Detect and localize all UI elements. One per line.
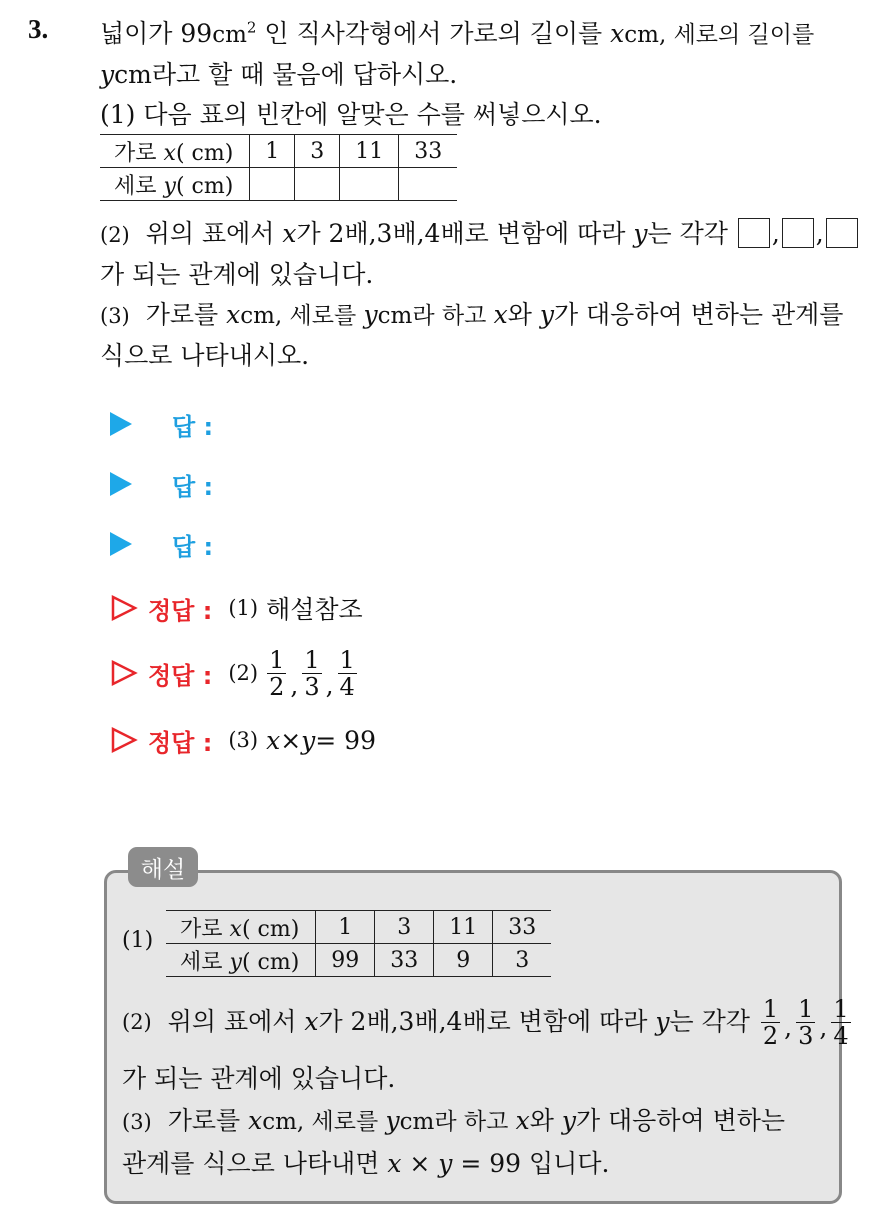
part-2-line-1: (2) 위의 표에서 x가 2배,3배,4배로 변함에 따라 y는 각각 , , — [100, 214, 870, 255]
part-1-instruction: (1) 다음 표의 빈칸에 알맞은 수를 써넣으시오. — [100, 100, 602, 129]
x-value-cell: 11 — [340, 135, 399, 168]
question-number: 3. — [28, 14, 49, 44]
blank-cell[interactable] — [340, 168, 399, 201]
x-value-cell: 1 — [250, 135, 295, 168]
x-value-cell: 3 — [375, 911, 434, 944]
fraction: $\frac{1}{4}$ — [833, 994, 849, 1050]
answer-row-2[interactable] — [110, 464, 213, 504]
key-label: 정답 : — [148, 596, 213, 625]
part-3-line-1: (3) 가로를 xcm, 세로를 ycm라 하고 x와 y가 대응하여 변하는 관계를 — [100, 300, 844, 329]
row-label-x: 가로 x( cm) — [100, 135, 250, 168]
question-table — [100, 134, 457, 201]
answer-box[interactable] — [826, 218, 858, 248]
x-value-cell: 11 — [434, 911, 493, 944]
fraction: $\frac{1}{4}$ — [339, 645, 355, 701]
question-statement — [100, 14, 870, 135]
x-value-cell: 1 — [316, 911, 375, 944]
y-value-cell: 9 — [434, 944, 493, 977]
explanation-part-3-line-1: (3) 가로를 xcm, 세로를 ycm라 하고 x와 y가 대응하여 변하는 — [122, 1106, 786, 1135]
answer-row-3[interactable] — [110, 524, 213, 564]
explanation-part-2-line-2: 가 되는 관계에 있습니다. — [122, 1064, 396, 1093]
play-triangle-icon — [110, 532, 132, 556]
answer-box[interactable] — [782, 218, 814, 248]
fraction: $\frac{1}{2}$ — [762, 994, 779, 1050]
blank-cell[interactable] — [399, 168, 458, 201]
y-value-cell: 3 — [493, 944, 552, 977]
explanation-part-3-line-2: 관계를 식으로 나타내면 x × y = 99 입니다. — [122, 1149, 610, 1178]
table-row-y — [100, 168, 457, 201]
explanation-part-1-label: (1) — [122, 928, 154, 953]
outline-triangle-icon — [110, 594, 138, 622]
part-2-line-2: 가 되는 관계에 있습니다. — [100, 260, 374, 289]
blank-cell[interactable] — [295, 168, 340, 201]
statement-line-1: 넓이가 $99cm^2$ 인 직사각형에서 가로의 길이를 xcm, 세로의 길이를 — [100, 18, 815, 48]
answer-box[interactable] — [738, 218, 770, 248]
table-row-x — [166, 911, 551, 944]
explanation-tab: 해설 — [128, 847, 198, 887]
fraction: $\frac{1}{2}$ — [269, 645, 285, 701]
key-label: 정답 : — [148, 661, 213, 690]
y-value-cell: 33 — [375, 944, 434, 977]
key-row-1: 정답 : (1) 해설참조 — [110, 588, 363, 628]
part-2-and-3 — [100, 214, 870, 376]
key-row-2: 정답 : (2) $\frac{1}{2}$ , $\frac{1}{3}$ , $\frac{1}{4}$ — [110, 642, 358, 704]
statement-line-2: ycm라고 할 때 물음에 답하시오. — [100, 60, 458, 89]
answer-label: 답 : — [172, 412, 214, 441]
blank-cell[interactable] — [250, 168, 295, 201]
explanation-part-2-line-1: (2) 위의 표에서 x 가 2배,3배,4배로 변함에 따라 y 는 각각 $\frac{1}{2}$ , $\frac{1}{3}$ , $\frac{1}{4}$ — [122, 994, 849, 1050]
row-label-y: 세로 y( cm) — [100, 168, 250, 201]
explanation-table — [166, 910, 551, 977]
key-row-3: 정답 : (3) x × y = 99 — [110, 720, 376, 760]
row-label-y: 세로 y( cm) — [166, 944, 316, 977]
fraction: $\frac{1}{3}$ — [304, 645, 320, 701]
x-value-cell: 33 — [399, 135, 458, 168]
play-triangle-icon — [110, 472, 132, 496]
outline-triangle-icon — [110, 659, 138, 687]
x-value-cell: 33 — [493, 911, 552, 944]
outline-triangle-icon — [110, 726, 138, 754]
part-3-line-2: 식으로 나타내시오. — [100, 341, 310, 370]
row-label-x: 가로 x( cm) — [166, 911, 316, 944]
explanation-text — [122, 990, 849, 1185]
x-value-cell: 3 — [295, 135, 340, 168]
answer-label: 답 : — [172, 532, 214, 561]
fraction: $\frac{1}{3}$ — [798, 994, 814, 1050]
play-triangle-icon — [110, 412, 132, 436]
table-row-y — [166, 944, 551, 977]
answer-label: 답 : — [172, 472, 214, 501]
y-value-cell: 99 — [316, 944, 375, 977]
answer-row-1[interactable] — [110, 404, 213, 444]
table-row-x — [100, 135, 457, 168]
key-label: 정답 : — [148, 728, 213, 757]
